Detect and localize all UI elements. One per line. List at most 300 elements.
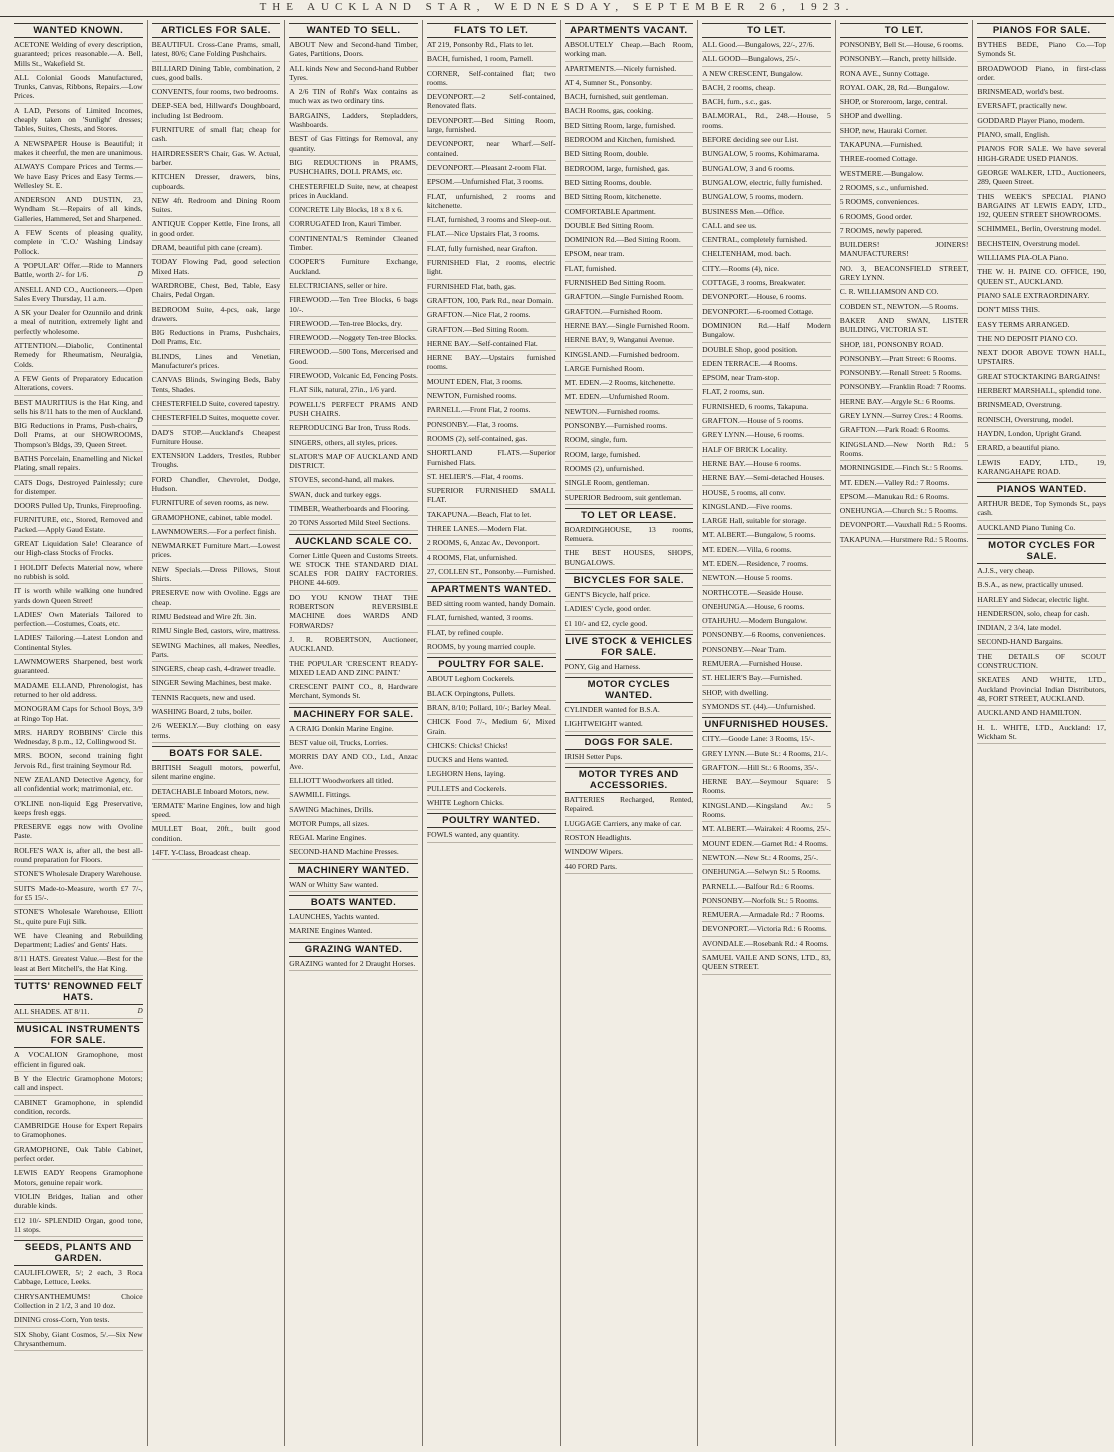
classified-ad (14, 478, 143, 500)
classified-ad (14, 1168, 143, 1190)
classified-ad (14, 751, 143, 773)
classified-ad (565, 392, 694, 404)
classified-ad (977, 224, 1106, 236)
ad-text: ALL Colonial Goods Manufactured, Trunks, Canvas, Ribbons, Repairs.—Low Prices. (14, 72, 143, 101)
ad-text: BACH, furnished, 1 room, Parnell. (426, 54, 534, 64)
ad-text: HERNE BAY.—House 6 rooms. (702, 458, 802, 468)
classified-ad (289, 551, 418, 591)
classified-ad (427, 448, 556, 470)
ad-text: BED sitting room wanted, handy Domain. (426, 599, 556, 609)
classified-ad (840, 492, 969, 504)
ad-text: BEDROOM Suite, 4-pcs, oak, large drawers. (151, 304, 281, 323)
ad-text: 20 TONS Assorted Mild Steel Sections. (289, 518, 411, 528)
section-header: MOTOR CYCLES WANTED. (565, 677, 694, 703)
classified-ad (565, 235, 694, 247)
ad-text: PIANO SALE EXTRAORDINARY. (977, 290, 1090, 300)
classified-ad (427, 282, 556, 294)
ad-text: DRAM, beautiful pith cane (cream). (151, 243, 263, 253)
classified-ad (702, 630, 831, 642)
ad-text: BIG Reductions in Prams, Push-chairs, Doll Prams, at our SHOWROOMS, Thompson's Bldgs, 39, Queen Street. (14, 421, 143, 449)
ad-text: SECOND-HAND Machine Presses. (289, 847, 399, 857)
ad-text: CHESTERFIELD Suite, covered tapestry. (151, 398, 280, 408)
classified-ad (840, 411, 969, 423)
ad-text: DUCKS and Hens wanted. (426, 755, 509, 765)
classified-ad (840, 264, 969, 286)
section-header: BICYCLES FOR SALE. (565, 573, 694, 588)
ad-reference: D (137, 416, 143, 425)
ad-text: REGAL Marine Engines. (289, 833, 367, 843)
ad-text: HERNE BAY.—Seymour Square: 5 Rooms. (702, 777, 831, 796)
ad-text: O'KLINE non-liquid Egg Preservative, keeps fresh eggs. (14, 798, 143, 817)
ad-text: DEVONPORT.—Bed Sitting Room, large, furnished. (426, 115, 556, 135)
ad-text: ONEHUNGA.—House, 6 rooms. (702, 601, 805, 611)
ad-text: B Y the Electric Gramophone Motors; call and inspect. (14, 1073, 143, 1093)
classified-ad (289, 752, 418, 774)
classified-ad (14, 869, 143, 881)
classified-ad (14, 1121, 143, 1143)
ad-text: ROOMS (2), self-contained, gas. (426, 433, 528, 443)
ad-text: CHRYSANTHEMUMS! Choice Collection in 2 1/2, 3 and 10 doz. (14, 1291, 143, 1310)
classified-ad (427, 258, 556, 280)
ad-text: 2 ROOMS, 6, Anzac Av., Devonport. (426, 538, 540, 548)
ad-text: DEEP-SEA bed, Hillward's Doughboard, including 1st Bedroom. (151, 101, 281, 120)
ad-text: BRINSMEAD, world's best. (977, 87, 1064, 97)
ad-text: GEORGE WALKER, LTD., Auctioneers, 289, Queen Street. (977, 167, 1106, 187)
ad-text: £1 10/- and £2, cycle good. (564, 618, 648, 628)
ad-text: RONA AVE., Sunny Cottage. (839, 68, 930, 78)
section-header: PIANOS FOR SALE. (977, 23, 1106, 38)
ad-text: HERNE BAY.—Argyle St.: 6 Rooms. (839, 396, 956, 406)
classified-ad (977, 566, 1106, 578)
section-header: DOGS FOR SALE. (565, 735, 694, 750)
classified-ad (840, 440, 969, 462)
classified-ad (977, 130, 1106, 142)
classified-ad (427, 92, 556, 114)
classified-ad (977, 458, 1106, 480)
ad-text: GREY LYNN.—Bute St.: 4 Rooms, 21/-. (702, 748, 828, 758)
ad-text: GODDARD Player Piano, modern. (977, 115, 1085, 125)
classified-ad (427, 486, 556, 508)
classified-ad (152, 219, 281, 241)
ad-text: ELECTRICIANS, seller or hire. (289, 280, 388, 290)
classified-ad (840, 54, 969, 66)
classified-ad (14, 704, 143, 726)
classified-ad (14, 106, 143, 137)
ad-text: CONCRETE Lily Blocks, 18 x 8 x 6. (289, 205, 403, 215)
ad-text: BATHS Porcelain, Enamelling and Nickel Plating, small repairs. (14, 453, 143, 473)
classified-ad (14, 1007, 143, 1019)
section-header: WANTED TO SELL. (289, 23, 418, 38)
ad-text: 'ERMATE' Marine Engines, low and high speed. (151, 800, 281, 820)
ad-text: ABSOLUTELY Cheap.—Bach Room, working man. (564, 40, 694, 59)
ad-text: SINGERS, cheap cash, 4-drawer treadle. (151, 664, 276, 674)
classified-ad (977, 386, 1106, 398)
classified-ad (152, 413, 281, 425)
classified-ad (289, 347, 418, 369)
ad-text: PONSONBY.—6 Rooms, conveniences. (702, 630, 826, 640)
classified-ad (152, 125, 281, 147)
ad-text: CATS Dogs, Destroyed Painlessly; cure for distemper. (14, 477, 143, 496)
ad-text: NEWTON.—Furnished rooms. (564, 406, 660, 416)
classified-ad (702, 430, 831, 442)
ad-text: FLAT, fully furnished, near Grafton. (426, 243, 538, 253)
classified-ad (152, 707, 281, 719)
ad-text: AUCKLAND Piano Tuning Co. (977, 522, 1076, 532)
classified-ad (289, 504, 418, 516)
ad-text: J. R. ROBERTSON, Auctioneer, AUCKLAND. (289, 634, 418, 654)
classified-ad (840, 40, 969, 52)
classified-ad (152, 64, 281, 86)
classified-ad (152, 678, 281, 690)
classified-ad (289, 385, 418, 397)
classified-ad (565, 478, 694, 490)
classified-ad (427, 769, 556, 781)
ad-text: RONISCH, Overstrung, model. (977, 414, 1074, 424)
classified-ad (427, 325, 556, 337)
ad-text: HERNE BAY, 9, Wanganui Avenue. (564, 335, 675, 345)
classified-ad (702, 416, 831, 428)
classified-ad (152, 451, 281, 473)
classified-ad (14, 681, 143, 703)
ad-text: CALL and see us. (702, 220, 757, 230)
ad-text: GREY LYNN.—House, 6 rooms. (702, 430, 805, 440)
ad-text: DOUBLE Bed Sitting Room. (564, 220, 654, 230)
classified-ad (14, 261, 143, 283)
classified-ad (840, 368, 969, 380)
ad-text: MT. EDEN.—Villa, 6 rooms. (702, 544, 792, 554)
classified-ad (14, 454, 143, 476)
classified-ad (977, 675, 1106, 706)
classified-ad (289, 257, 418, 279)
classified-ad (702, 673, 831, 685)
classified-ad (565, 307, 694, 319)
ad-text: AT 4, Sumner St., Ponsonby. (564, 77, 653, 87)
ad-text: PRESERVE eggs now with Ovoline Paste. (14, 822, 143, 841)
classified-ad (977, 595, 1106, 607)
classified-ad (14, 1292, 143, 1314)
ad-text: REMUERA.—Furnished House. (702, 659, 803, 669)
ad-text: SHOP and dwelling. (839, 111, 903, 121)
ad-text: BUSINESS Men.—Office. (702, 206, 785, 216)
classified-ad (977, 723, 1106, 745)
ad-text: PONSONBY.—Ranch, pretty hillside. (839, 54, 957, 64)
ad-text: TAKAPUNA.—Hurstmere Rd.: 5 Rooms. (839, 534, 969, 544)
classified-ad (977, 64, 1106, 86)
classified-ad (702, 264, 831, 276)
classified-ad (14, 728, 143, 750)
classified-ad (702, 801, 831, 823)
ad-text: DEVONPORT.—House, 6 rooms. (702, 292, 807, 302)
classified-ad (702, 502, 831, 514)
section-header: WANTED KNOWN. (14, 23, 143, 38)
classified-ad (702, 559, 831, 571)
classified-ad (289, 790, 418, 802)
classified-ad (565, 178, 694, 190)
section-header: MOTOR CYCLES FOR SALE. (977, 538, 1106, 564)
ad-text: VIOLIN Bridges, Italian and other durable kinds. (14, 1191, 143, 1211)
classified-ad (702, 235, 831, 247)
ad-text: A NEWSPAPER House is Beautiful; it makes it cheerful, the men are unanimous. (14, 138, 143, 157)
masthead: THE AUCKLAND STAR, WEDNESDAY, SEPTEMBER 26, 1923. (0, 0, 1114, 17)
ad-text: NORTHCOTE.—Seaside House. (702, 587, 804, 597)
ad-text: ALL GOOD—Bungalows, 25/-. (702, 54, 801, 64)
ad-text: GRAFTON.—Hill St.: 6 Rooms, 35/-. (702, 762, 819, 772)
section-header: MACHINERY WANTED. (289, 863, 418, 878)
ad-text: MOTOR Pumps, all sizes. (289, 818, 370, 828)
ad-text: STONE'S Wholesale Drapery Warehouse. (14, 869, 142, 879)
classified-ad (565, 548, 694, 570)
ad-text: KINGSLAND.—Kingsland Av.: 5 Rooms. (702, 800, 831, 820)
classified-ad (840, 382, 969, 394)
ad-text: HERNE BAY.—Semi-detached Houses. (702, 473, 825, 483)
ad-text: ATTENTION.—Diabolic, Continental Remedy for Rheumatism, Neuralgia, Colds. (14, 341, 143, 369)
classified-ad (14, 308, 143, 339)
ad-text: CRESCENT PAINT CO., 8, Hardware Merchant, Symonds St. (289, 682, 418, 701)
ad-text: EPSOM.—Manukau Rd.: 6 Rooms. (839, 491, 950, 501)
classified-ad (14, 40, 143, 71)
classified-ad (840, 520, 969, 532)
ad-text: CYLINDER wanted for B.S.A. (564, 705, 660, 715)
classified-ad (427, 567, 556, 579)
classified-ad (14, 195, 143, 226)
ad-text: FLAT, furnished, wanted, 3 rooms. (426, 613, 534, 623)
ad-text: DINING cross-Corn, Yon tests. (14, 1315, 110, 1325)
classified-ad (427, 192, 556, 214)
classified-ad (977, 400, 1106, 412)
ad-text: MT. ALBERT.—Bungalow, 5 rooms. (702, 530, 816, 540)
classified-ad (977, 429, 1106, 441)
section-header: TO LET. (702, 23, 831, 38)
classified-ad (840, 302, 969, 314)
ad-text: THE BEST HOUSES, SHOPS, BUNGALOWS. (564, 548, 694, 567)
ad-text: ROOMS, by young married couple. (426, 642, 536, 652)
classified-ad (702, 473, 831, 485)
classified-ad (565, 192, 694, 204)
classified-ad (702, 111, 831, 133)
classified-ad (427, 830, 556, 842)
classified-ad (427, 353, 556, 375)
classified-ad (427, 510, 556, 522)
classified-ad (289, 40, 418, 62)
section-header: MUSICAL INSTRUMENTS FOR SALE. (14, 1022, 143, 1048)
classified-ad (977, 291, 1106, 303)
ad-text: DOORS Pulled Up, Trunks, Fireproofing. (14, 501, 142, 511)
ad-text: BACH, furnished, suit gentleman. (564, 92, 669, 102)
ad-text: FIREWOOD.—Ten-tree Blocks, dry. (289, 318, 403, 328)
classified-ad (152, 428, 281, 450)
classified-ad (977, 609, 1106, 621)
classified-ad (702, 192, 831, 204)
classified-ad (427, 524, 556, 536)
ad-text: BEFORE deciding see our List. (702, 135, 799, 145)
classified-ad (289, 295, 418, 317)
classified-ad (565, 335, 694, 347)
section-header: AUCKLAND SCALE CO. (289, 534, 418, 549)
ad-text: TIMBER, Weatherboards and Flooring. (289, 503, 410, 513)
classified-ad (14, 228, 143, 259)
classified-ad (565, 662, 694, 674)
classified-ad (14, 1330, 143, 1352)
ad-text: GENT'S Bicycle, half price. (564, 589, 651, 599)
classified-ad (289, 134, 418, 156)
classified-ad (702, 135, 831, 147)
ad-text: SINGER Sewing Machines, best make. (151, 678, 272, 688)
ad-text: BIG REDUCTIONS in PRAMS, PUSHCHAIRS, DOLL PRAMS, etc. (289, 157, 418, 177)
ad-text: NEWTON, Furnished rooms. (426, 391, 517, 401)
ad-text: NEXT DOOR ABOVE TOWN HALL, UPSTAIRS. (977, 348, 1106, 367)
ad-text: LUGGAGE Carriers, any make of car. (564, 818, 682, 828)
ad-text: A VOCALION Gramophone, most efficient in figured oak. (14, 1050, 143, 1069)
ad-text: KITCHEN Dresser, drawers, bins, cupboards. (151, 172, 281, 191)
classified-ad (565, 149, 694, 161)
classified-ad (289, 490, 418, 502)
classified-ad (840, 316, 969, 338)
classified-ad (702, 373, 831, 385)
ad-text: H. L. WHITE, LTD., Auckland: 17, Wickham St. (977, 722, 1106, 741)
classified-ad (289, 319, 418, 331)
classified-ad (14, 954, 143, 976)
classified-ad (702, 321, 831, 343)
ad-text: FURNISHED, 6 rooms, Takapuna. (702, 401, 809, 411)
ad-text: FLAT, furnished, 3 rooms and Sleep-out. (426, 215, 552, 225)
ad-text: WESTMERE.—Bungalow. (839, 168, 924, 178)
ad-text: CHICKS: Chicks! Chicks! (426, 740, 508, 750)
ad-text: FLAT, 2 rooms, sun. (702, 387, 765, 397)
classified-ad (565, 121, 694, 133)
ad-text: WARDROBE, Chest, Bed, Table, Easy Chairs, Pedal Organ. (151, 280, 281, 300)
ad-text: SHORTLAND FLATS.—Superior Furnished Flats. (426, 448, 556, 467)
classified-ad (289, 111, 418, 133)
classified-ad (565, 493, 694, 505)
classified-ad (702, 939, 831, 951)
classified-ad (702, 882, 831, 894)
classified-ad (14, 162, 143, 193)
ad-text: SINGERS, others, all styles, prices. (289, 437, 398, 447)
ad-text: BILLIARD Dining Table, combination, 2 cues, good balls. (151, 63, 281, 82)
ad-text: DON'T MISS THIS. (977, 305, 1040, 315)
ad-text: FIREWOOD.—500 Tons, Mercerised and Good. (289, 347, 418, 366)
classified-ad (565, 705, 694, 717)
classified-ad (152, 612, 281, 624)
ad-text: A 2/6 TIN of Rohl's Wax contains as much wax as two ordinary tins. (289, 87, 418, 106)
ad-text: TAKAPUNA.—Beach, Flat to let. (426, 509, 532, 519)
ad-text: FLAT.—Nice Upstairs Flat, 3 rooms. (426, 229, 540, 239)
ad-text: ROOMS (2), unfurnished. (564, 463, 645, 473)
ad-text: ROOM, large, furnished. (564, 449, 641, 459)
ad-text: MULLET Boat, 20ft., built good condition. (151, 824, 281, 843)
ad-text: BED Sitting Room, kitchenette. (564, 192, 662, 202)
classified-ad (977, 144, 1106, 166)
ad-text: PULLETS and Cockerels. (426, 783, 507, 793)
classified-ad (977, 415, 1106, 427)
ad-text: TAKAPUNA.—Furnished. (839, 140, 923, 150)
classified-ad (840, 140, 969, 152)
classified-ad (14, 1145, 143, 1167)
classified-ad (702, 69, 831, 81)
classified-ad (14, 1192, 143, 1214)
ad-text: 2 ROOMS, s.c., unfurnished. (839, 182, 929, 192)
ad-text: 4 ROOMS, Flat, unfurnished. (426, 552, 518, 562)
classified-ad (427, 674, 556, 686)
section-header: POULTRY FOR SALE. (427, 657, 556, 672)
ad-text: GREAT STOCKTAKING BARGAINS! (977, 371, 1101, 381)
classified-ad (289, 593, 418, 633)
classified-ad (702, 164, 831, 176)
classified-ad (565, 249, 694, 261)
section-header: ARTICLES FOR SALE. (152, 23, 281, 38)
classified-ad (565, 164, 694, 176)
classified-ad (289, 959, 418, 971)
ad-text: FURNITURE of seven rooms, as new. (151, 498, 269, 508)
ad-text: LADIES' Cycle, good order. (564, 604, 651, 614)
ad-text: WINDOW Wipers. (564, 847, 623, 857)
classified-ad (152, 588, 281, 610)
classified-ad (14, 586, 143, 608)
ad-text: OTAHUHU.—Modern Bungalow. (702, 616, 808, 626)
classified-ad (565, 819, 694, 831)
classified-ad (702, 645, 831, 657)
section-header: PIANOS WANTED. (977, 482, 1106, 497)
classified-ad (152, 243, 281, 255)
classified-ad (289, 682, 418, 704)
ad-text: A CRAIG Donkin Marine Engine. (289, 723, 394, 733)
ad-text: BALMORAL, Rd., 248.—House, 5 rooms. (702, 111, 831, 130)
ad-text: 440 FORD Parts. (564, 861, 618, 871)
ad-text: DEVONPORT.—Vauxhall Rd.: 5 Rooms. (839, 520, 967, 530)
ad-text: HALF OF BRICK Locality. (702, 444, 788, 454)
classified-columns (10, 20, 1110, 1446)
classified-ad (14, 73, 143, 104)
classified-ad (427, 741, 556, 753)
section-header: POULTRY WANTED. (427, 813, 556, 828)
classified-ad (702, 545, 831, 557)
ad-text: FIREWOOD, Volcanic Ed, Fencing Posts. (289, 371, 418, 381)
classified-ad (14, 884, 143, 906)
ad-text: CHELTENHAM, mod. bach. (702, 249, 792, 259)
classified-ad (840, 69, 969, 81)
ad-text: TENNIS Racquets, new and used. (151, 692, 256, 702)
classified-ad (840, 506, 969, 518)
classified-ad (702, 910, 831, 922)
section-header: MOTOR TYRES AND ACCESSORIES. (565, 767, 694, 793)
classified-ad (702, 896, 831, 908)
classified-ad (152, 498, 281, 510)
classified-ad (289, 333, 418, 345)
classified-ad (427, 177, 556, 189)
ad-text: 14FT. Y-Class, Broadcast cheap. (151, 848, 251, 857)
ad-text: BACH Rooms, gas, cooking. (564, 106, 654, 116)
ad-text: PIANO, small, English. (977, 130, 1050, 140)
column-4 (423, 20, 561, 1446)
classified-ad (565, 847, 694, 859)
classified-ad (152, 527, 281, 539)
section-header: BOATS FOR SALE. (152, 746, 281, 761)
classified-ad (565, 64, 694, 76)
classified-ad (840, 340, 969, 352)
classified-ad (840, 478, 969, 490)
classified-ad (152, 763, 281, 785)
classified-ad (289, 926, 418, 938)
ad-text: MT. EDEN.—Valley Rd.: 7 Rooms. (839, 477, 950, 487)
ad-text: CHICK Food 7/-, Medium 6/, Mixed Grain. (426, 717, 556, 736)
ad-text: MT. EDEN.—Residence, 7 rooms. (702, 558, 809, 568)
ad-text: GRAFTON.—Bed Sitting Room. (426, 324, 529, 334)
ad-text: KINGSLAND.—New North Rd.: 5 Rooms. (839, 439, 969, 458)
classified-ad (840, 126, 969, 138)
ad-text: LEGHORN Hens, laying. (426, 769, 506, 779)
classified-ad (427, 244, 556, 256)
classified-ad (977, 652, 1106, 674)
